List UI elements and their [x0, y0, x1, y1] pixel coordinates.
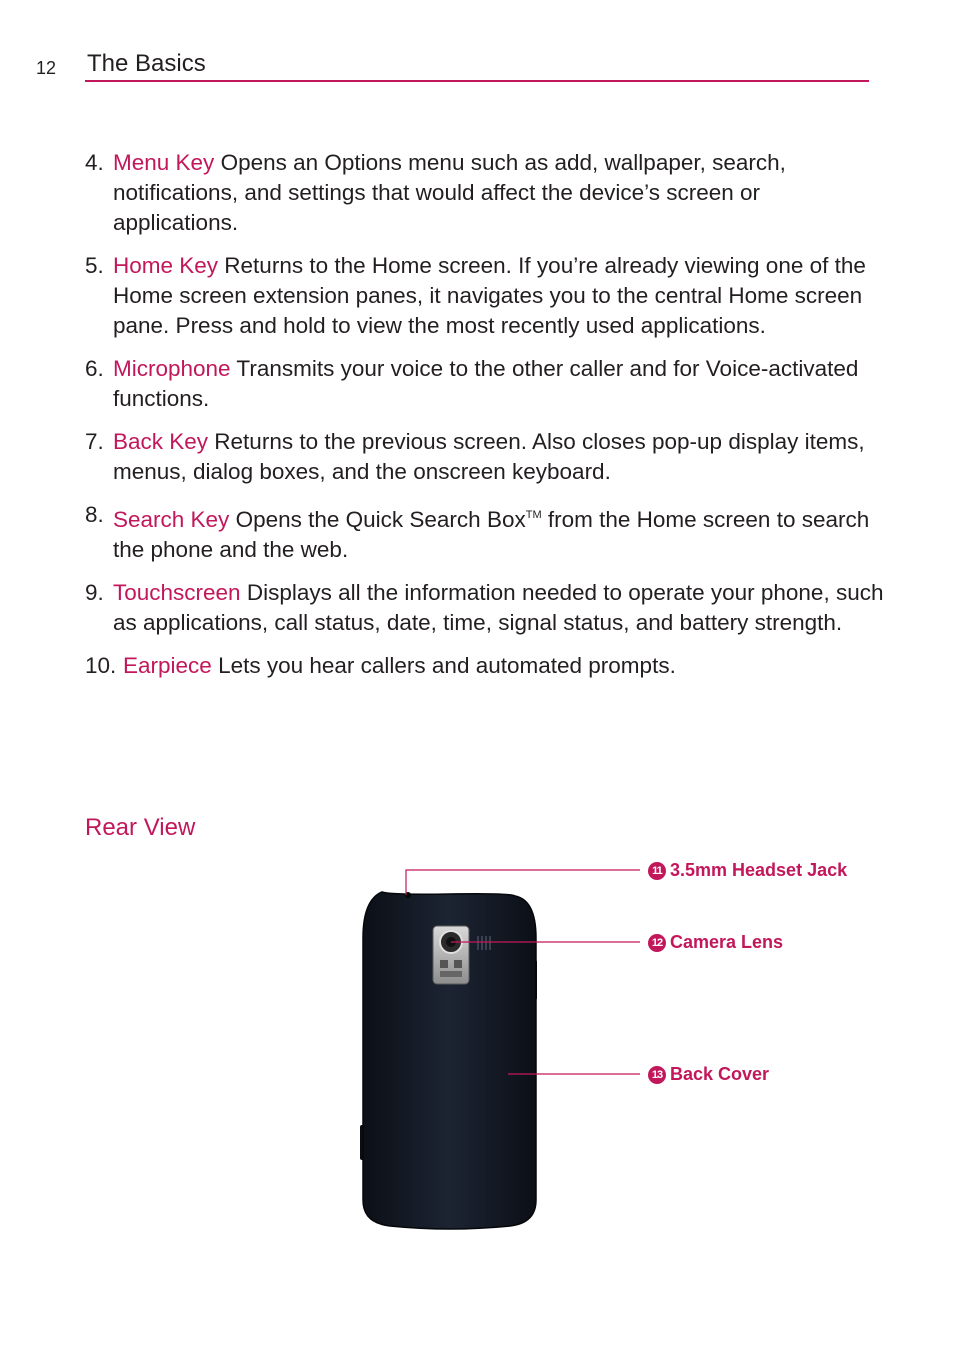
item-term: Back Key [113, 429, 209, 454]
page-number: 12 [36, 58, 57, 78]
item-number: 9. [85, 580, 104, 605]
headset-jack-leader [406, 870, 640, 895]
item-text: Opens the Quick Search Box [229, 507, 526, 532]
item-term: Home Key [113, 253, 219, 278]
item-term: Earpiece [123, 653, 212, 678]
item-number: 8. [85, 502, 104, 527]
header-divider [85, 80, 869, 82]
item-term: Menu Key [113, 150, 215, 175]
callout-number-badge: 13 [648, 1066, 666, 1084]
rear-view-heading: Rear View [85, 814, 196, 841]
item-text: Displays all the information needed to operate your phone, such as applications, call status, date, time, signal status, and battery strength. [113, 580, 884, 635]
item-text: Returns to the Home screen. If you’re already viewing one of the Home screen extension panes, it navigates you to the central Home screen pane. Press and hold to view the most recently used applications. [113, 253, 866, 338]
callout-camera-lens [648, 932, 783, 953]
item-text: Returns to the previous screen. Also closes pop-up display items, menus, dialog boxes, and the onscreen keyboard. [113, 429, 865, 484]
item-number: 5. [85, 253, 104, 278]
camera-flash [440, 960, 448, 968]
list-item-microphone [85, 354, 885, 414]
callout-label: 3.5mm Headset Jack [670, 860, 848, 880]
item-text: Lets you hear callers and automated prompts. [211, 653, 676, 678]
list-item-touchscreen [85, 578, 885, 638]
list-item-menu-key [85, 148, 885, 238]
camera-flash [454, 960, 462, 968]
item-number: 10. [85, 653, 117, 678]
list-item-search-key [85, 500, 885, 565]
rear-view-figure [360, 860, 880, 1240]
item-term: Microphone [113, 356, 231, 381]
key-description-list [85, 148, 885, 694]
callout-headset-jack [648, 860, 847, 881]
item-number: 7. [85, 429, 104, 454]
phone-rear-illustration [360, 860, 880, 1240]
list-item-back-key [85, 427, 885, 487]
trademark-superscript: TM [525, 509, 542, 521]
item-term: Touchscreen [113, 580, 241, 605]
list-item-home-key [85, 251, 885, 341]
item-term: Search Key [113, 507, 230, 532]
section-title: The Basics [87, 50, 206, 77]
list-item-earpiece [85, 651, 885, 681]
callout-label: Back Cover [670, 1064, 770, 1084]
item-text: Opens an Options menu such as add, wallpaper, search, notifications, and settings that would affect the device’s screen or applications. [113, 150, 786, 235]
callout-number-badge: 12 [648, 934, 666, 952]
callout-number-badge: 11 [648, 862, 666, 880]
item-number: 6. [85, 356, 104, 381]
item-number: 4. [85, 150, 104, 175]
item-text: Transmits your voice to the other caller and for Voice-activated functions. [113, 356, 859, 411]
callout-label: Camera Lens [670, 932, 784, 952]
callout-back-cover [648, 1064, 769, 1085]
item-text-after: from the Home screen to search the phone and the web. [113, 507, 870, 562]
camera-label [440, 971, 462, 977]
